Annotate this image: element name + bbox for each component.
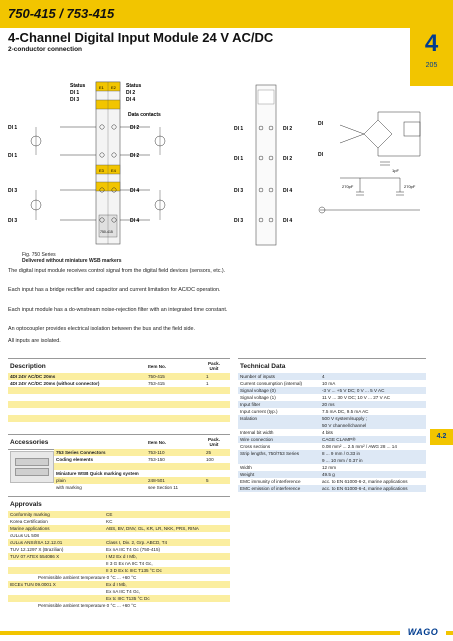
description-heading: Description bbox=[10, 363, 46, 370]
table-row: Isolation 500 V system/supply ; bbox=[238, 415, 426, 422]
table-row: Ex nA IIC T4 Gc, bbox=[8, 588, 230, 595]
approvals-header bbox=[8, 496, 230, 512]
data-contacts-label: Data contacts bbox=[128, 112, 161, 118]
desc-para-2: Each input has a bridge rectifier and capacitor and current limitation for AC/DC operation. bbox=[8, 287, 221, 293]
accessories-heading: Accessories bbox=[10, 439, 49, 446]
series-label: 750-415 / 753-415 bbox=[8, 6, 115, 21]
schematic-di-mid: DI bbox=[318, 152, 323, 158]
connector-photo bbox=[10, 451, 54, 483]
schematic-c1: 1pF bbox=[392, 168, 399, 173]
front-row4-right: DI 4 bbox=[283, 218, 293, 224]
led-e2: E2 bbox=[111, 85, 116, 90]
table-row: with marking see Section 11 bbox=[54, 484, 230, 491]
table-row: Input filter 20 ms bbox=[238, 401, 426, 408]
wago-logo: WAGO bbox=[400, 626, 446, 638]
front-row4-left: DI 3 bbox=[234, 218, 244, 224]
section-tab: 4.2 bbox=[430, 429, 453, 445]
led-e3: E3 bbox=[99, 168, 104, 173]
circuit-schematic bbox=[319, 112, 420, 213]
table-row: Permissible ambient temperature 0 °C ... +60 °C bbox=[8, 574, 230, 581]
desc-para-5: All inputs are isolated. bbox=[8, 338, 61, 344]
row2-right: DI 2 bbox=[130, 153, 140, 159]
table-row: Weight 49.5 g bbox=[238, 471, 426, 478]
table-row: Coding elements 753-150 100 bbox=[54, 456, 230, 463]
table-row: 9 ... 10 mm / 0.37 in bbox=[238, 457, 426, 464]
description-col-pack: Pack. Unit bbox=[207, 361, 220, 371]
table-row: cULus UL 508 bbox=[8, 532, 230, 539]
front-row1-right: DI 2 bbox=[283, 126, 293, 132]
di2-right-label: DI 2 bbox=[126, 90, 136, 96]
row4-left: DI 3 bbox=[8, 218, 18, 224]
desc-para-1: The digital input module receives control signal from the digital field devices (sensors, etc.). bbox=[8, 268, 226, 274]
page-subtitle: 2-conductor connection bbox=[8, 46, 83, 53]
row3-right: DI 4 bbox=[130, 188, 140, 194]
row4-right: DI 4 bbox=[130, 218, 140, 224]
front-row3-right: DI 4 bbox=[283, 188, 293, 194]
description-col-item: Item No. bbox=[148, 364, 167, 369]
led-e1: E1 bbox=[99, 85, 104, 90]
table-row: Signal voltage (1) 11 V ... 30 V DC; 10 V ... 27 V AC bbox=[238, 394, 426, 401]
table-row: Permissible ambient temperature 0 °C ... +60 °C bbox=[8, 602, 230, 609]
table-row: II 3 G Ex nA IIC T4 Gc, bbox=[8, 560, 230, 567]
figure-caption bbox=[22, 252, 121, 264]
table-row: Input current (typ.) 7.5 mA DC, 9.5 mA AC bbox=[238, 408, 426, 415]
page-title: 4-Channel Digital Input Module 24 V AC/DC bbox=[8, 30, 274, 45]
accessories-table bbox=[54, 449, 230, 491]
table-row: 4DI 24V AC/DC 20ms 750-415 1 bbox=[8, 373, 230, 380]
table-row: EMC emission of interference acc. to EN 61000-6-4, marine applications bbox=[238, 485, 426, 492]
table-row: Internal bit width 4 bits bbox=[238, 429, 426, 436]
di3-left-label: DI 3 bbox=[70, 97, 80, 103]
wiring-figure bbox=[0, 70, 453, 250]
table-row: Miniature WSB Quick marking system bbox=[54, 470, 230, 477]
desc-para-3: Each input module has a do-wnstream noise-rejection filter with an integrated time constant. bbox=[8, 307, 228, 313]
table-row: EMC immunity of interference acc. to EN 61000-6-2, marine applications bbox=[238, 478, 426, 485]
footer-bar bbox=[0, 631, 453, 635]
page-number: 205 bbox=[425, 62, 438, 69]
technical-heading: Technical Data bbox=[240, 363, 286, 370]
accessories-col-pack: Pack. Unit bbox=[207, 437, 220, 447]
schematic-di-top: DI bbox=[318, 121, 323, 127]
table-row: Width 12 mm bbox=[238, 464, 426, 471]
table-row: Number of inputs 4 bbox=[238, 373, 426, 380]
approvals-heading: Approvals bbox=[10, 501, 42, 508]
row3-left: DI 3 bbox=[8, 188, 18, 194]
table-row: Marine applications ABS, BV, DNV, GL, KR, LR, NKK, PRS, RINA bbox=[8, 525, 230, 532]
led-e4: E4 bbox=[111, 168, 116, 173]
status-left-label: Status bbox=[70, 83, 86, 89]
front-row1-left: DI 1 bbox=[234, 126, 244, 132]
row2-left: DI 1 bbox=[8, 153, 18, 159]
accessories-header bbox=[8, 434, 230, 450]
table-row: cULus ANSI/ISA 12.12.01 Class I, Div. 2, Grp. ABCD, T4 bbox=[8, 539, 230, 546]
description-table bbox=[8, 373, 230, 429]
table-row: TUV 12.1297 X (Brazilian) Ex nA IIC T4 Gc (750-415) bbox=[8, 546, 230, 553]
di4-right-label: DI 4 bbox=[126, 97, 136, 103]
table-row: Cross sections 0.08 mm² ... 2.5 mm² / AWG 28 ... 14 bbox=[238, 443, 426, 450]
row1-left: DI 1 bbox=[8, 125, 18, 131]
description-header bbox=[8, 358, 230, 374]
table-row: 4DI 24V AC/DC 20ms (without connector) 753-415 1 bbox=[8, 380, 230, 387]
chapter-number: 4 bbox=[424, 30, 439, 57]
table-row: IECEx TUN 09.0001 X Ex d I Mb, bbox=[8, 581, 230, 588]
caption-line2: Delivered without miniature WSB markers bbox=[22, 258, 122, 264]
schematic-c2: 270pF bbox=[342, 184, 354, 189]
front-row2-right: DI 2 bbox=[283, 156, 293, 162]
table-row: Korea Certification KC bbox=[8, 518, 230, 525]
table-row: Signal voltage (0) -3 V ... +5 V DC; 0 V ... 5 V AC bbox=[238, 387, 426, 394]
schematic-c3: 270pF bbox=[404, 184, 416, 189]
front-row3-left: DI 3 bbox=[234, 188, 244, 194]
table-row: II 3 D Ex tc IIIC T135 °C Dc bbox=[8, 567, 230, 574]
desc-para-4: An optocoupler provides electrical isolation between the bus and the field side. bbox=[8, 326, 195, 332]
table-row: 50 V channel/channel bbox=[238, 422, 426, 429]
approvals-table bbox=[8, 511, 230, 609]
front-row2-left: DI 1 bbox=[234, 156, 244, 162]
row1-right: DI 2 bbox=[130, 125, 140, 131]
table-row: 753 Series Connectors 753-110 25 bbox=[54, 449, 230, 456]
table-row: plain 248-501 5 bbox=[54, 477, 230, 484]
module-front-view bbox=[256, 85, 276, 245]
module-drawing bbox=[31, 82, 165, 244]
table-row bbox=[54, 463, 230, 470]
status-right-label: Status bbox=[126, 83, 142, 89]
table-row: Current consumption (internal) 10 mA bbox=[238, 380, 426, 387]
table-row: Wire connection CAGE CLAMP® bbox=[238, 436, 426, 443]
accessories-col-item: Item No. bbox=[148, 440, 167, 445]
technical-header bbox=[238, 358, 426, 374]
technical-table bbox=[238, 373, 426, 492]
table-row: Conformity marking CE bbox=[8, 511, 230, 518]
module-code: 750-415 bbox=[100, 230, 113, 234]
caption-line1: Fig. 750 Series bbox=[22, 252, 56, 258]
table-row: Strip lengths, 750/753 Series 8 ... 9 mm / 0.33 in bbox=[238, 450, 426, 457]
table-row: Ex tc IIIC T135 °C Dc bbox=[8, 595, 230, 602]
table-row: TUV 07 ATEX 554086 X I M2 Ex d I Mb, bbox=[8, 553, 230, 560]
di1-left-label: DI 1 bbox=[70, 90, 80, 96]
